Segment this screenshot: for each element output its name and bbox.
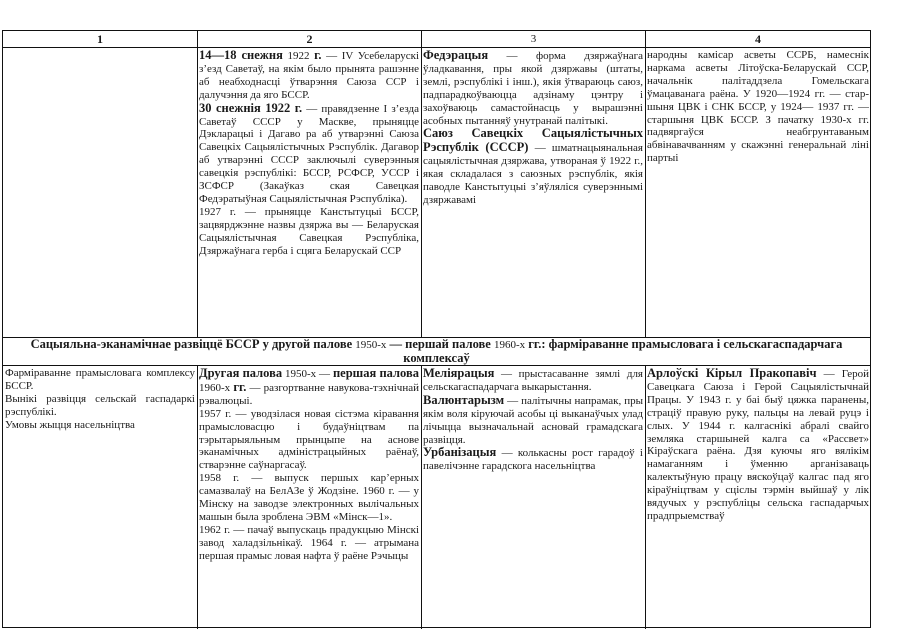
- row1-col3-cell: [423, 49, 643, 335]
- col-rule-2: [421, 31, 422, 337]
- event-paragraph: 30 снежнія 1922 г. — правядзенне I з’езда Саветаў СССР у Маскве, прыняцце Дэкларацыі і Дагаво ра аб утварэнні Саюза Савецкіх Сацыялістычных Рэспублік. Дагавор аб утварэнні СССР заключылі суверэнныя савецкія рэспублікі: БССР, РСФСР, УССР і ЗСФСР (Закаўказ ская Савецкая Федэратыўная Сацыялістычная Рэспубліка).: [199, 100, 419, 205]
- col-rule-1b: [197, 365, 198, 629]
- col-rule-3b: [645, 365, 646, 629]
- event-paragraph: 1962 г. — пачаў выпускаць прадукцыю Мінскі завод халадзільнікаў. 1964 г. — атрымана першая прамыс ловая нафта ў раёне Рэчыцы: [199, 523, 419, 562]
- term-paragraph: Саюз Савецкіх Сацыялістычных Рэспублік (СССР) — шматнацыянальная сацыялістычная дзяржава, утвораная ў 1922 г., якая складалася з саюзных рэспублік, якія паводле Канстытуцыі з’яўляліся суверэннымі дзяржавамі: [423, 126, 643, 206]
- col-rule-3: [645, 31, 646, 337]
- event-paragraph: 14—18 снежня 1922 г. — IV Усебеларускі з’езд Саветаў, на якім было прынята рашэнне аб неабходнасці ўтварэння Саюза ССР і далучэння да яго БССР.: [199, 49, 419, 101]
- event-paragraph: 1927 г. — прыняцце Канстытуцыі БССР, зацвярджэнне назвы дзяржа вы — Беларуская Сацыялістычная Савецкая Рэспубліка, Дзяржаўнага герба і сцяга Беларускай ССР: [199, 205, 419, 257]
- topic-item: Умовы жыцця насельніцтва: [5, 418, 135, 431]
- row1-col4-cell: народны камісар асветы ССРБ, намеснік наркама асветы Літоўска-Беларускай ССР, начальнік палітаддзела Гомельскага ўмацаванага раёна. У 1920—1924 гг. — стар шыня ЦВК і СНК БССР, у 1924— 1937 гг. — старшыня ЦВК БССР. З пачатку 1930-х гг. падвяргаўся неабгрунтаваным абвінавачванням у скажэнні генеральнай ліні партыі: [647, 49, 869, 165]
- table: [2, 30, 871, 628]
- term-paragraph: Федэрацыя — форма дзяржаўнага ўладкавання, пры якой дзяржавы (штаты, землі, рэспублікі і інш.), якія ўтвараюць саюз, падпарадкоўваюцца адзінаму цэнтру і захоўваюць самастойнасць у вырашэнні асобных пытанняў унутранай палітыкі.: [423, 49, 643, 127]
- section-bottom-rule: [3, 365, 870, 366]
- row2-col2-cell: [199, 367, 419, 629]
- topic-item: Вынікі развіцця сельскай гаспадаркі рэспублікі.: [5, 392, 195, 418]
- row1-col1-cell: [5, 49, 195, 335]
- event-paragraph: 1957 г. — уводзілася новая сістэма кіравання прамысловасцю і будаўніцтвам па тэрытарыяльным прынцыпе на аснове эканамічных адміністрацыйных раёнаў, стварэнне саўнаргасаў.: [199, 407, 419, 472]
- row2-col1-cell: [5, 367, 195, 627]
- term-paragraph: Валюнтарызм — палітычны напрамак, пры якім воля кіруючай асобы ці выканаўчых улад лічыцца вызначальнай асновай грамадскага развіцця.: [423, 392, 643, 446]
- row2-col3-cell: [423, 367, 643, 627]
- header-col-1: 1: [97, 32, 103, 46]
- term-paragraph: Меліярацыя — прыстасаванне зямлі для сельскагаспадарчага выкарыстання.: [423, 367, 643, 393]
- header-col-2: 2: [306, 32, 313, 46]
- person-paragraph: Арлоўскі Кірыл Пракопавіч — Герой Савецкага Саюза і Герой Сацыялістычнай Працы. У 1943 г. у баі быў цяжка паранены, страціў правую руку, пальцы на левай руцэ і слых. У 1944 г. калгаснікі абралі свайго земляка старшыней калга са «Рассвет» Кіраўскага раёна. Дзя куючы яго вялікім намаганням і ўменню арганізаваць калектыўную працу вяскоўцаў калгас пад яго кіраўніцтвам у сціслы тэрмін выйшаў у лік вядучых у рэспубліцы сельска гаспадарчых прадпрыемстваў: [647, 367, 869, 522]
- row2-col4-cell: [647, 367, 869, 627]
- col-rule-2b: [421, 365, 422, 629]
- header-col-4: 4: [755, 32, 761, 46]
- event-paragraph: 1958 г. — выпуск першых кар’ерных самазвалаў на БелАЗе ў Жодзіне. 1960 г. — у Мінску на заводзе электронных вылічальных машын была зроблена ЭВМ «Мінск—1».: [199, 472, 419, 523]
- topic-item: Фарміраванне прамысловага комплексу БССР.: [5, 367, 195, 392]
- row1-col2-cell: [199, 49, 419, 337]
- term-paragraph: Урбанізацыя — колькасны рост гарадоў і павелічэнне гарадскога насельніцтва: [423, 445, 643, 473]
- col-rule-1: [197, 31, 198, 337]
- section-title: Сацыяльна-эканамічнае развіццё БССР у другой палове 1950-х — першай палове 1960-х гг.: фарміраванне прамысловага і сельскагаспадарчага комплексаў: [30, 337, 843, 365]
- header-rule: [3, 47, 870, 48]
- header-col-3: 3: [530, 33, 537, 45]
- event-paragraph: Другая палова 1950-х — першая палова 1960-х гг. — разгортванне навукова-тэхнічнай рэвалюцыі.: [199, 367, 419, 407]
